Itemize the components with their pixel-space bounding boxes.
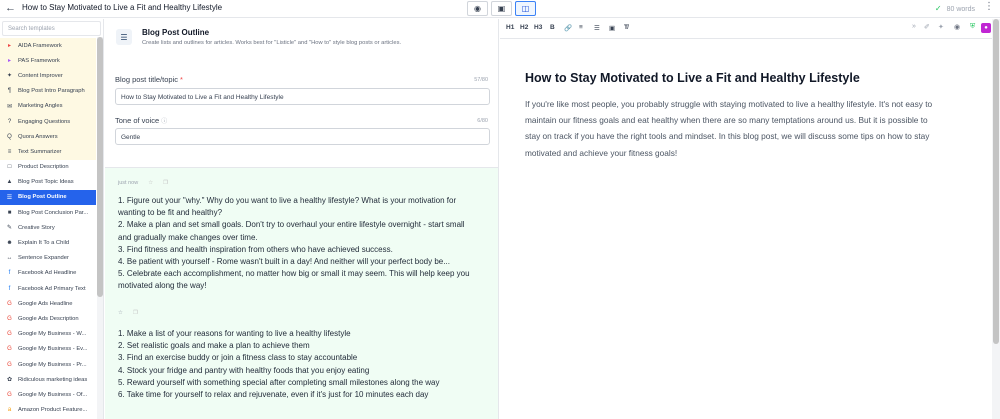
sidebar-template-item[interactable]: [0, 281, 96, 296]
result-line: wanting to be fit and healthy?: [118, 208, 223, 218]
facebook-icon: f: [8, 270, 11, 277]
info-icon: ⓘ: [161, 119, 168, 125]
sidebar-template-label: Google My Business - Pr...: [18, 361, 87, 368]
sidebar-template-item[interactable]: [0, 84, 96, 99]
google-icon: G: [7, 331, 12, 338]
sidebar-template-item[interactable]: [0, 68, 96, 83]
template-list: [0, 38, 96, 418]
tone-input[interactable]: Gentle: [115, 128, 490, 145]
star-icon[interactable]: ☆: [148, 180, 154, 186]
article-title[interactable]: How to Stay Motivated to Live a Fit and Healthy Lifestyle: [525, 71, 860, 85]
article-line: maintain our fitness goals and eat healthy when there are so many temptations around us. But it is possible to: [525, 115, 928, 126]
story-icon: ✎: [6, 225, 13, 232]
result-meta: [118, 310, 138, 316]
result-text[interactable]: [118, 328, 490, 401]
required-marker: *: [180, 75, 183, 84]
google-icon: G: [7, 391, 12, 398]
result-line: 2. Make a plan and set small goals. Don't try to overhaul your entire lifestyle overnight - start small: [118, 220, 465, 230]
result-line: 4. Be patient with yourself - Rome wasn't built in a day! And neither will your perfect body be...: [118, 257, 450, 267]
sidebar-template-label: Google My Business - Of...: [18, 391, 88, 398]
result-time: just now: [118, 180, 139, 186]
article-body[interactable]: [525, 96, 965, 161]
google-icon: G: [7, 300, 12, 307]
result-line: 5. Reward yourself with something special after completing small milestones along the way: [118, 377, 440, 387]
tone-char-count: 6/80: [477, 118, 488, 124]
check-icon: ✓: [934, 4, 942, 13]
sidebar-template-label: Explain It To a Child: [18, 240, 70, 247]
template-title: Blog Post Outline: [142, 28, 210, 37]
tone-label: [115, 116, 167, 125]
sidebar-template-label: Blog Post Topic Ideas: [18, 179, 74, 186]
sidebar-template-item[interactable]: [0, 403, 96, 418]
template-sidebar: [0, 19, 104, 419]
wand-icon: ✦: [6, 73, 13, 80]
bold-button[interactable]: B: [550, 24, 555, 31]
document-title[interactable]: How to Stay Motivated to Live a Fit and Healthy Lifestyle: [22, 3, 223, 12]
aida-icon: ▸: [7, 43, 11, 50]
sidebar-template-item[interactable]: [0, 372, 96, 387]
word-count-label: 80 words: [946, 6, 975, 13]
facebook-icon: f: [8, 285, 11, 292]
result-line: 2. Set realistic goals and make a plan to achieve them: [118, 341, 310, 351]
article-line: stay on track if you have the right tools and mindset. In this blog post, we will discuss some tips on how to stay: [525, 131, 930, 142]
image-icon[interactable]: ▣: [609, 25, 616, 32]
sidebar-template-item[interactable]: [0, 251, 96, 266]
arrow-left-icon[interactable]: ←: [5, 2, 16, 14]
result-line: 6. Take time for yourself to relax and rejuvenate, even if it's just for 10 minutes each day: [118, 390, 429, 400]
sidebar-template-label: PAS Framework: [18, 57, 60, 64]
split-view-button[interactable]: [491, 1, 512, 16]
eye-icon: ◉: [474, 4, 481, 13]
sidebar-template-label: Quora Answers: [18, 133, 58, 140]
sidebar-template-label: Blog Post Conclusion Par...: [18, 209, 89, 216]
sidebar-template-label: Google My Business - W...: [18, 331, 87, 338]
sidebar-template-label: AIDA Framework: [18, 42, 62, 49]
google-icon: G: [7, 346, 12, 353]
sidebar-template-label: Blog Post Outline: [18, 194, 67, 201]
article-line: motivated and achieve your fitness goals!: [525, 147, 678, 158]
sidebar-template-item[interactable]: [0, 235, 96, 250]
heading-3-button[interactable]: H3: [534, 24, 543, 31]
result-meta: [118, 180, 168, 186]
child-icon: ☻: [6, 240, 13, 247]
forward-icon[interactable]: »: [912, 23, 916, 30]
sidebar-template-item[interactable]: [0, 129, 96, 144]
topic-label-text: Blog post title/topic: [115, 75, 178, 84]
sidebar-template-label: Google Ads Headline: [18, 300, 73, 307]
sidebar-template-item[interactable]: [0, 53, 96, 68]
sidebar-template-label: Facebook Ad Primary Text: [18, 285, 86, 292]
summarize-icon: ≡: [7, 148, 12, 155]
article-line: If you're like most people, you probably struggle with staying motivated to live a healthy lifestyle. It's not easy to: [525, 99, 933, 109]
result-text[interactable]: [118, 195, 490, 293]
sidebar-template-label: Ridiculous marketing ideas: [18, 376, 88, 383]
panel-icon: ◫: [521, 4, 530, 13]
result-line: 1. Make a list of your reasons for wanting to live a healthy lifestyle: [118, 329, 351, 338]
sidebar-template-label: Creative Story: [18, 224, 55, 231]
sidebar-template-item[interactable]: [0, 266, 96, 281]
numbered-list-icon[interactable]: ☰: [594, 25, 600, 32]
star-icon[interactable]: ☆: [118, 310, 123, 316]
globe-icon[interactable]: ◉: [954, 24, 961, 31]
editor-scrollbar-thumb[interactable]: [993, 19, 999, 344]
purple-action-icon[interactable]: ●: [981, 23, 991, 33]
sidebar-template-item[interactable]: [0, 296, 96, 311]
sidebar-template-label: Content Improver: [18, 72, 63, 79]
sidebar-template-item[interactable]: [0, 205, 96, 220]
lightbulb-icon: ✿: [6, 377, 13, 384]
quora-icon: Q: [7, 133, 12, 140]
topic-char-count: 57/80: [474, 77, 488, 83]
view-toggle-group: [467, 1, 539, 16]
sidebar-template-label: Engaging Questions: [18, 118, 71, 125]
outline-icon: ☰: [116, 29, 132, 45]
sidebar-template-label: Google My Business - Ev...: [18, 346, 88, 353]
bullet-list-icon[interactable]: ≡: [579, 24, 583, 31]
result-line: 3. Find an exercise buddy or join a fitness class to stay accountable: [118, 353, 358, 363]
copy-icon[interactable]: ❐: [163, 180, 169, 186]
box-icon: □: [7, 164, 12, 171]
template-description: Create lists and outlines for articles. Works best for "Listicle" and "How to" style blog posts or articles.: [142, 40, 402, 46]
result-line: 4. Stock your fridge and pantry with healthy foods that you enjoy eating: [118, 365, 370, 375]
sidebar-template-item[interactable]: [0, 190, 96, 205]
heading-2-button[interactable]: H2: [520, 24, 529, 31]
question-icon: ?: [7, 118, 12, 125]
top-bar: [0, 0, 1000, 18]
google-icon: G: [7, 361, 12, 368]
topic-label: [115, 75, 183, 84]
tone-label-text: Tone of voice: [115, 116, 160, 125]
expand-icon: ↔: [6, 255, 13, 262]
pas-icon: ▸: [7, 58, 11, 65]
google-icon: G: [7, 315, 12, 322]
clear-format-icon[interactable]: T̸: [624, 24, 628, 31]
topic-icon: ▲: [6, 179, 13, 186]
result-line: 3. Find fitness and health inspiration from others who have achieved success.: [118, 244, 393, 254]
link-icon[interactable]: 🔗: [564, 25, 573, 32]
sidebar-template-item[interactable]: [0, 175, 96, 190]
result-line: 1. Figure out your "why." Why do you want to live a healthy lifestyle? What is your motivation for: [118, 196, 457, 205]
paragraph-icon: ¶: [7, 88, 12, 95]
template-form-panel: [105, 19, 499, 419]
preview-button[interactable]: [467, 1, 488, 16]
megaphone-icon: ✉: [6, 103, 13, 110]
sidebar-template-item[interactable]: [0, 99, 96, 114]
pen-icon[interactable]: ✐: [924, 24, 930, 31]
sidebar-template-label: Blog Post Intro Paragraph: [18, 88, 85, 95]
wand-icon[interactable]: ✦: [938, 24, 944, 31]
sidebar-template-item[interactable]: [0, 311, 96, 326]
editor-toolbar: [500, 19, 992, 39]
sidebar-template-item[interactable]: [0, 327, 96, 342]
sidebar-template-label: Marketing Angles: [18, 103, 63, 110]
sidebar-template-item[interactable]: [0, 220, 96, 235]
outline-icon: ☰: [6, 194, 13, 201]
sidebar-template-item[interactable]: [0, 387, 96, 402]
shield-icon[interactable]: ⛨: [970, 23, 976, 30]
sidebar-template-label: Sentence Expander: [18, 255, 69, 262]
sidebar-template-item[interactable]: [0, 114, 96, 129]
results-area: [105, 168, 499, 419]
sidebar-template-item[interactable]: [0, 160, 96, 175]
template-search-input[interactable]: Search templates: [2, 21, 101, 36]
sidebar-scrollbar-thumb[interactable]: [97, 37, 103, 297]
topic-input[interactable]: How to Stay Motivated to Live a Fit and Healthy Lifestyle: [115, 88, 490, 105]
sidebar-template-item[interactable]: [0, 38, 96, 53]
heading-1-button[interactable]: H1: [506, 24, 515, 31]
panel-view-button[interactable]: [515, 1, 536, 16]
sidebar-template-label: Text Summarizer: [18, 148, 62, 155]
sidebar-template-label: Product Description: [18, 164, 69, 171]
editor-panel: [500, 19, 992, 419]
more-options-icon[interactable]: ⋮: [984, 1, 994, 12]
sidebar-template-item[interactable]: [0, 342, 96, 357]
sidebar-template-label: Amazon Product Feature...: [18, 407, 88, 414]
amazon-icon: a: [7, 407, 12, 414]
sidebar-template-label: Facebook Ad Headline: [18, 270, 77, 277]
copy-icon[interactable]: ❐: [132, 310, 138, 316]
result-line: and gradually make changes over time.: [118, 232, 258, 242]
conclusion-icon: ■: [7, 209, 12, 216]
word-count: [935, 4, 975, 13]
sidebar-template-label: Google Ads Description: [18, 315, 79, 322]
grid-icon: ▣: [497, 4, 506, 13]
result-line: motivated along the way!: [118, 281, 207, 291]
sidebar-template-item[interactable]: [0, 357, 96, 372]
result-line: 5. Celebrate each accomplishment, no matter how big or small it may seem. This will help keep you: [118, 269, 470, 279]
sidebar-template-item[interactable]: [0, 144, 96, 159]
